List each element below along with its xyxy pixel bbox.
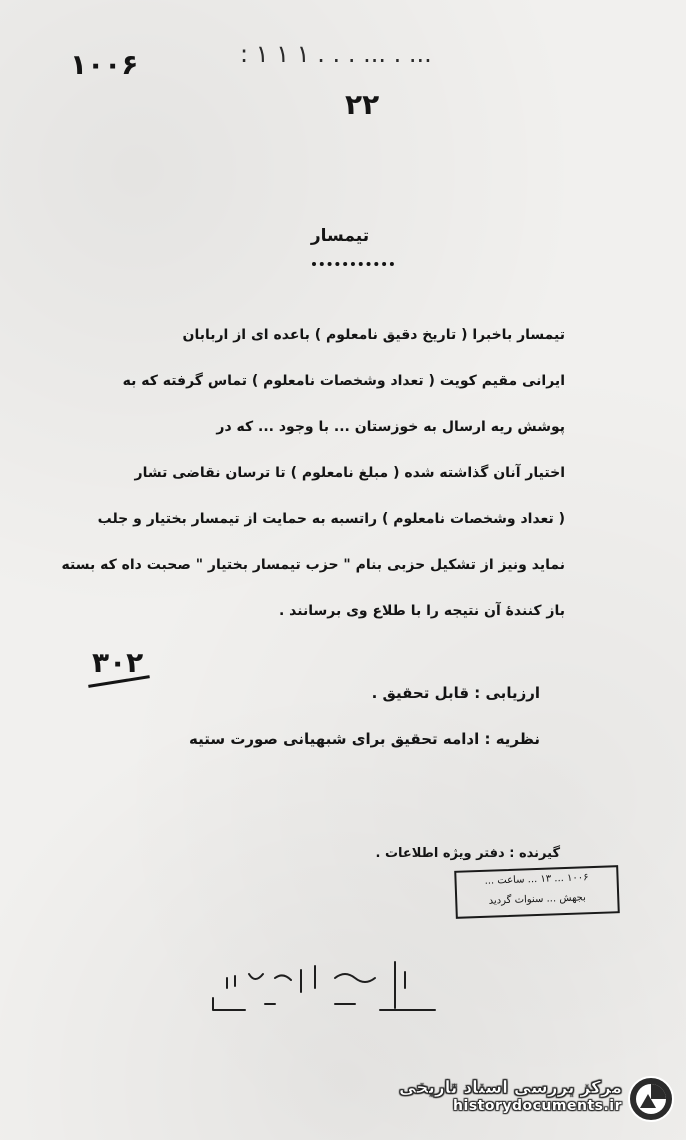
body-line: باز کنندهٔ آن نتیجه را با طلاع وی برسانند . (278, 603, 565, 619)
body-line: ( تعداد وشخصات نامعلوم ) راتسبه به حمایت از تیمسار بختیار و جلب (97, 511, 565, 527)
document-body (61, 312, 565, 634)
title-underline (312, 262, 394, 266)
evaluation-line: ارزیابی : قابل تحقیق . (371, 684, 540, 702)
signature-marks (205, 948, 445, 1028)
reference-number: ۱۰۰۶ (70, 48, 139, 81)
body-line: اختیار آنان گذاشته شده ( مبلغ نامعلوم ) تا ترسان نقاضی تشار (134, 465, 565, 481)
document-title: تیمسار (310, 226, 370, 246)
recipient-line: گیرنده : دفتر ویژه اطلاعات . (375, 846, 560, 861)
stamp-line: ۱۰۰۶ ... ۱۳ ... ساعت ... (484, 872, 589, 887)
body-line: ایرانی مقیم کویت ( تعداد وشخصات نامعلوم ) تماس گرفته که به (122, 373, 565, 389)
archive-logo-icon (626, 1074, 676, 1124)
watermark-url: historydocuments.ir (453, 1098, 622, 1114)
opinion-line: نظریه : ادامه تحقیق برای شبهیانی صورت ستیه (189, 730, 540, 748)
reference-header-partial: ... . ... . . . ۱ ۱ ۱ : (240, 40, 432, 68)
body-line: تیمسار باخبرا ( تاریخ دقیق نامعلوم ) باعده ای از اربابان (182, 327, 565, 343)
registration-stamp (454, 865, 620, 919)
watermark-title: مرکز بررسی اسناد تاریخی (399, 1078, 622, 1098)
handwritten-margin-number: ۳۰۲ (92, 646, 144, 679)
stamp-line: بجهش ... سنوات گردید (488, 892, 587, 907)
body-line: پوشش ریه ارسال به خوزستان ... با وجود ... که در (216, 419, 565, 435)
body-line: نماید ونیز از تشکیل حزبی بنام " حزب تیمسار بختیار " صحبت داه که بسته (61, 557, 565, 573)
archive-watermark (399, 1078, 622, 1114)
page-number: ۲۲ (345, 88, 380, 121)
